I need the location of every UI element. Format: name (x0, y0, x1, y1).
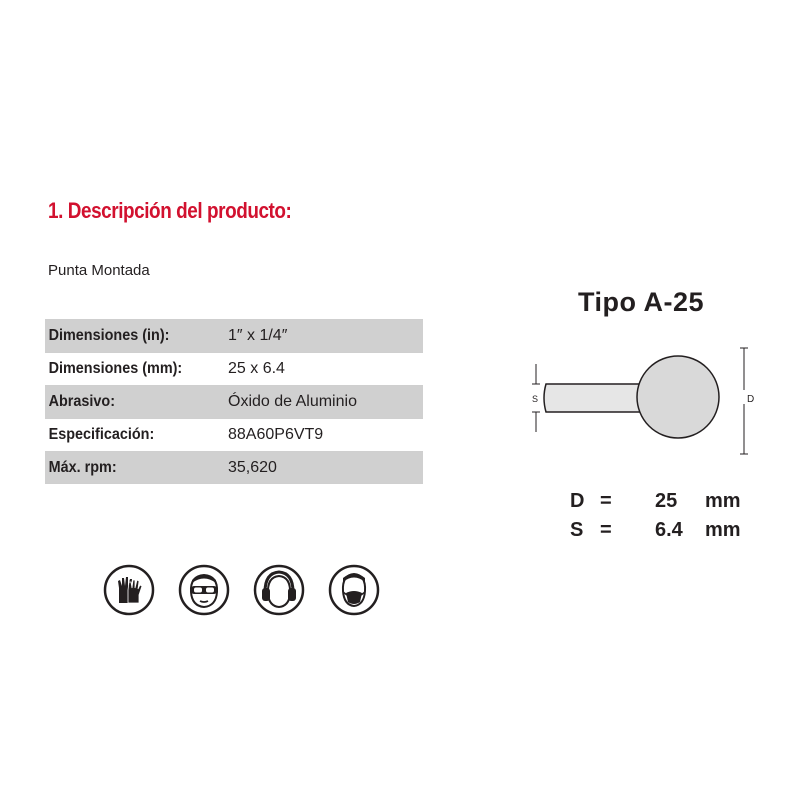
spec-value: 25 x 6.4 (228, 360, 285, 377)
dimension-equals: = (600, 519, 612, 541)
goggles-icon (178, 564, 230, 616)
dust-mask-icon (328, 564, 380, 616)
gloves-icon (103, 564, 155, 616)
diameter-label: D (747, 394, 755, 405)
spec-row (45, 352, 423, 385)
product-name: Punta Montada (48, 262, 150, 279)
dimension-equals: = (600, 490, 612, 512)
mounted-point-diagram (528, 340, 768, 460)
dimension-value: 6.4 (655, 519, 683, 541)
dimension-symbol: D (570, 490, 585, 512)
dimension-unit: mm (705, 519, 741, 541)
section-title: 1. Descripción del producto: (48, 198, 292, 223)
shank-label: S (532, 394, 539, 404)
dimension-row (570, 487, 741, 516)
specs-table (45, 319, 423, 484)
spec-value: 35,620 (228, 458, 277, 476)
spec-value: 1″ x 1/4″ (228, 327, 288, 344)
spec-label: Dimensiones (in): (48, 327, 170, 344)
dimension-unit: mm (705, 490, 741, 512)
spec-value: Óxido de Aluminio (228, 393, 357, 410)
spec-value: 88A60P6VT9 (228, 426, 324, 443)
type-heading: Tipo A-25 (578, 287, 705, 317)
safety-icons (103, 564, 380, 616)
dimension-row (570, 516, 741, 545)
dimension-symbol: S (570, 519, 584, 541)
spec-row (45, 385, 423, 418)
spec-label: Dimensiones (mm): (48, 360, 183, 377)
spec-label: Especificación: (48, 426, 155, 443)
ear-protection-icon (253, 564, 305, 616)
spec-label: Máx. rpm: (48, 458, 117, 476)
dimension-list (570, 487, 741, 545)
spec-label: Abrasivo: (48, 393, 116, 410)
spec-row (45, 319, 423, 352)
spec-row (45, 451, 423, 484)
spec-row (45, 418, 423, 451)
dimension-value: 25 (655, 490, 678, 512)
